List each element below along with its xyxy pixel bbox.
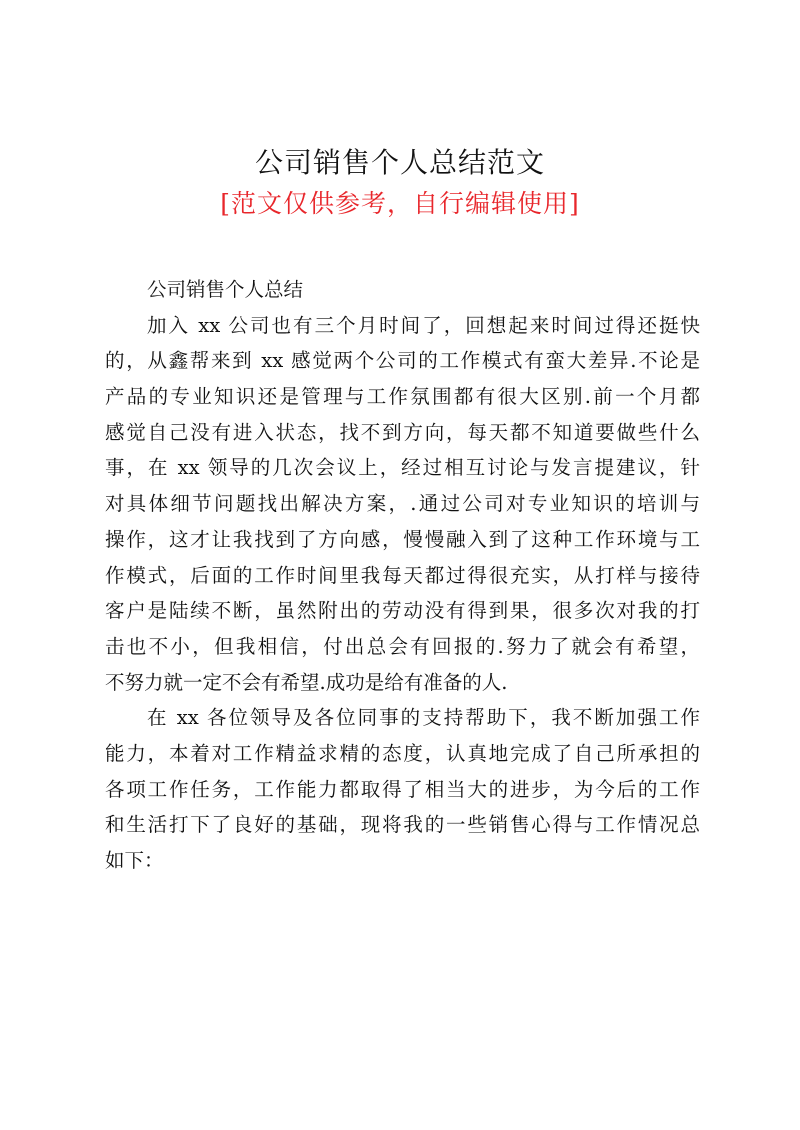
section-heading: 公司销售个人总结: [147, 278, 304, 301]
paragraph-2: [105, 700, 700, 878]
paragraph-line: 作模式，后面的工作时间里我每天都过得很充实，从打样与接待: [105, 563, 700, 587]
paragraph-line: 各项工作任务，工作能力都取得了相当大的进步，为今后的工作: [105, 777, 700, 801]
document-title: 公司销售个人总结范文: [254, 146, 545, 179]
paragraph-line: 的，从鑫帮来到 xx 感觉两个公司的工作模式有蛮大差异.不论是: [105, 349, 700, 373]
paragraph-line: 客户是陆续不断，虽然附出的劳动没有得到果，很多次对我的打: [105, 599, 700, 623]
paragraph-line: 产品的专业知识还是管理与工作氛围都有很大区别.前一个月都: [105, 385, 700, 409]
paragraph-line: 和生活打下了良好的基础，现将我的一些销售心得与工作情况总: [105, 813, 700, 837]
paragraph-line: 击也不小，但我相信，付出总会有回报的.努力了就会有希望，: [105, 634, 700, 658]
paragraph-line: 感觉自己没有进入状态，找不到方向，每天都不知道要做些什么: [105, 420, 700, 444]
paragraph-line: 操作，这才让我找到了方向感，慢慢融入到了这种工作环境与工: [105, 527, 700, 551]
paragraph-line: 在 xx 各位领导及各位同事的支持帮助下，我不断加强工作: [147, 706, 700, 730]
paragraph-line: 对具体细节问题找出解决方案，.通过公司对专业知识的培训与: [105, 492, 700, 516]
document-subtitle: [范文仅供参考，自行编辑使用]: [220, 189, 580, 218]
paragraph-line: 如下：: [105, 849, 164, 872]
paragraph-line: 不努力就一定不会有希望.成功是给有准备的人.: [105, 670, 508, 694]
paragraph-line: 事，在 xx 领导的几次会议上，经过相互讨论与发言提建议，针: [105, 456, 700, 480]
document-body: [105, 272, 700, 879]
paragraph-line: 加入 xx 公司也有三个月时间了，回想起来时间过得还挺快: [147, 313, 700, 337]
paragraph-1: [105, 308, 700, 701]
paragraph-line: 能力，本着对工作精益求精的态度，认真地完成了自己所承担的: [105, 741, 700, 765]
